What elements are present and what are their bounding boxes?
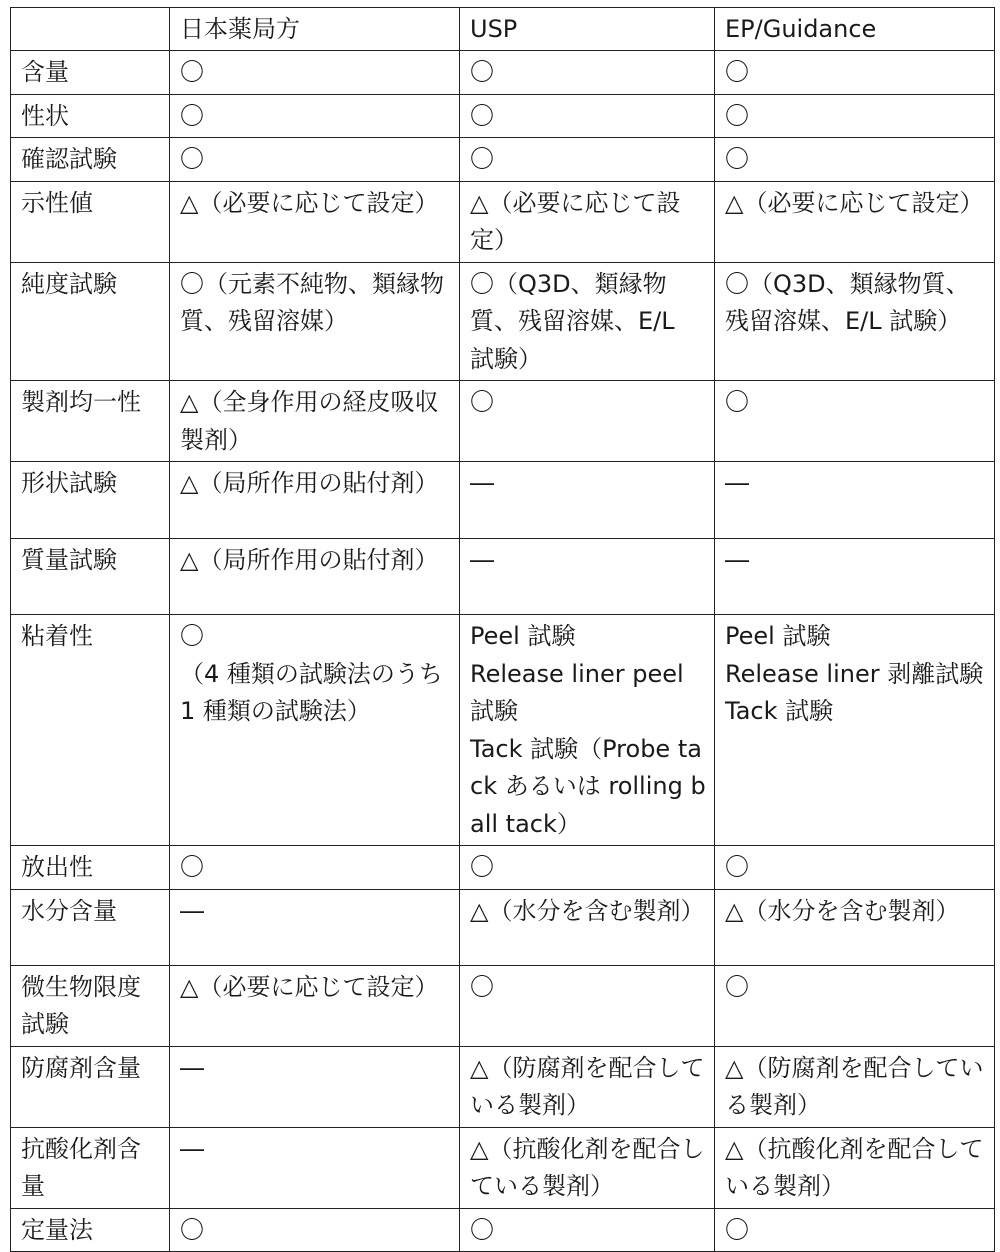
row-label: 示性値 [11, 181, 170, 262]
cell-usp: 〇 [460, 138, 715, 182]
cell-usp: 〇 [460, 94, 715, 138]
header-cell-jp: 日本薬局方 [170, 8, 460, 51]
table-header-row [11, 8, 995, 51]
cell-jp: △（局所作用の貼付剤） [170, 462, 460, 539]
row-label: 形状試験 [11, 462, 170, 539]
cell-ep: Peel 試験 Release liner 剥離試験 Tack 試験 [715, 615, 995, 846]
table-row [11, 1208, 995, 1252]
cell-usp: △（水分を含む製剤） [460, 889, 715, 965]
cell-ep: ― [715, 462, 995, 539]
table-row [11, 262, 995, 381]
cell-ep: 〇（Q3D、類縁物質、残留溶媒、E/L 試験） [715, 262, 995, 381]
cell-ep: 〇 [715, 381, 995, 462]
cell-jp: △（全身作用の経皮吸収製剤） [170, 381, 460, 462]
cell-usp: 〇 [460, 51, 715, 95]
cell-ep: 〇 [715, 1208, 995, 1252]
cell-jp: △（必要に応じて設定） [170, 181, 460, 262]
cell-usp: 〇 [460, 1208, 715, 1252]
cell-usp: △（防腐剤を配合している製剤） [460, 1046, 715, 1127]
table-row [11, 381, 995, 462]
header-cell-ep: EP/Guidance [715, 8, 995, 51]
cell-usp: 〇 [460, 846, 715, 890]
row-label: 微生物限度試験 [11, 965, 170, 1046]
table-row [11, 1046, 995, 1127]
row-label: 質量試験 [11, 539, 170, 615]
table-row [11, 889, 995, 965]
cell-jp: ― [170, 889, 460, 965]
cell-ep: 〇 [715, 846, 995, 890]
cell-ep: ― [715, 539, 995, 615]
row-label: 確認試験 [11, 138, 170, 182]
row-label: 含量 [11, 51, 170, 95]
cell-usp: △（必要に応じて設定） [460, 181, 715, 262]
cell-jp: △（必要に応じて設定） [170, 965, 460, 1046]
table-row [11, 138, 995, 182]
cell-ep: 〇 [715, 94, 995, 138]
cell-jp: 〇 [170, 51, 460, 95]
table-row [11, 965, 995, 1046]
row-label: 防腐剤含量 [11, 1046, 170, 1127]
cell-ep: △（防腐剤を配合している製剤） [715, 1046, 995, 1127]
row-label: 放出性 [11, 846, 170, 890]
cell-usp: 〇 [460, 381, 715, 462]
cell-usp: 〇（Q3D、類縁物質、残留溶媒、E/L 試験） [460, 262, 715, 381]
row-label: 抗酸化剤含量 [11, 1127, 170, 1208]
cell-ep: 〇 [715, 965, 995, 1046]
cell-ep: △（必要に応じて設定） [715, 181, 995, 262]
cell-usp: Peel 試験 Release liner peel 試験 Tack 試験（Probe tack あるいは rolling ball tack） [460, 615, 715, 846]
table-row [11, 539, 995, 615]
table-row [11, 462, 995, 539]
cell-ep: 〇 [715, 138, 995, 182]
cell-ep: △（水分を含む製剤） [715, 889, 995, 965]
row-label: 性状 [11, 94, 170, 138]
table-row [11, 94, 995, 138]
cell-ep: △（抗酸化剤を配合している製剤） [715, 1127, 995, 1208]
cell-jp: 〇 [170, 846, 460, 890]
cell-jp: △（局所作用の貼付剤） [170, 539, 460, 615]
cell-jp: ― [170, 1046, 460, 1127]
row-label: 製剤均一性 [11, 381, 170, 462]
cell-ep: 〇 [715, 51, 995, 95]
table-row [11, 846, 995, 890]
table-row [11, 51, 995, 95]
cell-jp: 〇 [170, 1208, 460, 1252]
cell-jp: 〇（元素不純物、類縁物質、残留溶媒） [170, 262, 460, 381]
table-row [11, 1127, 995, 1208]
row-label: 純度試験 [11, 262, 170, 381]
cell-jp: 〇 [170, 138, 460, 182]
header-cell-usp: USP [460, 8, 715, 51]
cell-usp: 〇 [460, 965, 715, 1046]
row-label: 粘着性 [11, 615, 170, 846]
cell-jp: 〇 （4 種類の試験法のうち 1 種類の試験法） [170, 615, 460, 846]
header-cell-blank [11, 8, 170, 51]
table-row [11, 181, 995, 262]
cell-jp: 〇 [170, 94, 460, 138]
cell-usp: ― [460, 539, 715, 615]
row-label: 水分含量 [11, 889, 170, 965]
table-row [11, 615, 995, 846]
cell-usp: △（抗酸化剤を配合している製剤） [460, 1127, 715, 1208]
cell-jp: ― [170, 1127, 460, 1208]
row-label: 定量法 [11, 1208, 170, 1252]
specification-comparison-table [10, 7, 995, 1252]
cell-usp: ― [460, 462, 715, 539]
